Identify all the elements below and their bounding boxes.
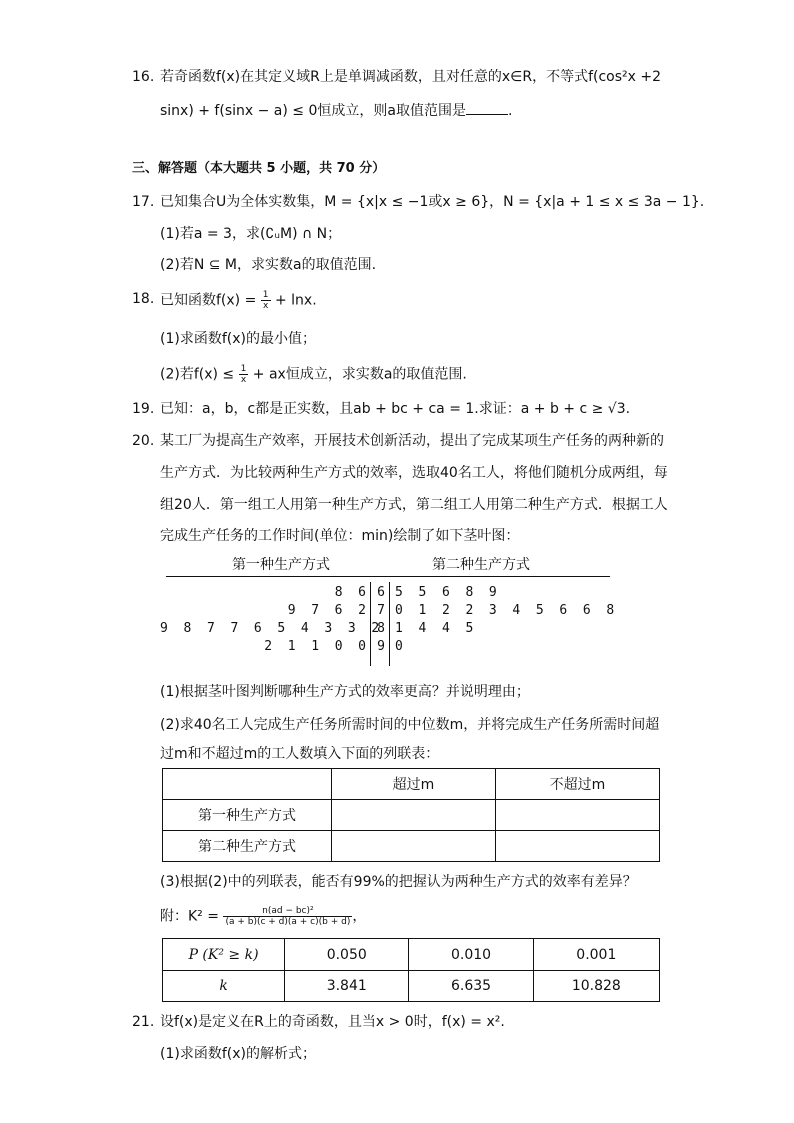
table-cell: 6.635 bbox=[409, 971, 533, 1002]
question-number-17: 17. bbox=[132, 194, 155, 210]
table-cell: 第二种生产方式 bbox=[163, 831, 332, 862]
q19-stem: 已知：a，b，c都是正实数，且ab + bc + ca = 1.求证：a + b + c ≥ √3. bbox=[160, 401, 631, 417]
table-cell: 0.001 bbox=[533, 939, 659, 971]
stem-7: 7 bbox=[377, 603, 385, 618]
q18-stem bbox=[160, 290, 317, 311]
q16-line2-text: sinx) + f(sinx − a) ≤ 0恒成立，则a取值范围是 bbox=[160, 103, 466, 119]
leaf-left-row-7: 9 7 6 2 bbox=[287, 603, 366, 618]
contingency-table bbox=[162, 768, 660, 862]
q20-para-line3: 组20人．第一组工人用第一种生产方式，第二组工人用第二种生产方式．根据工人 bbox=[160, 497, 668, 513]
leaf-left-row-6: 8 6 bbox=[334, 585, 366, 600]
question-number-20: 20. bbox=[132, 433, 155, 449]
section-title: 三、解答题（本大题共 5 小题，共 70 分） bbox=[132, 161, 386, 176]
table-cell: 0.010 bbox=[409, 939, 533, 971]
q18-sub2-fraction bbox=[239, 364, 249, 385]
q20-sub2-line2: 过m和不超过m的工人数填入下面的列联表： bbox=[160, 746, 440, 762]
formula-numerator: n(ad − bc)² bbox=[223, 906, 352, 917]
k2-formula bbox=[160, 906, 366, 927]
q18-fraction bbox=[261, 290, 271, 311]
stem-6: 6 bbox=[377, 585, 385, 600]
table-header-cell: 不超过m bbox=[495, 769, 659, 800]
leaf-right-row-6: 5 5 6 8 9 bbox=[395, 585, 497, 600]
q18-sub1: (1)求函数f(x)的最小值； bbox=[160, 331, 316, 347]
table-cell bbox=[495, 831, 659, 862]
stem-9: 9 bbox=[377, 639, 385, 654]
q20-sub2-line1: (2)求40名工人完成生产任务所需时间的中位数m，并将完成生产任务所需时间超 bbox=[160, 717, 660, 733]
stemleaf-divider-right bbox=[389, 582, 390, 666]
table-row bbox=[163, 831, 660, 862]
critical-value-table bbox=[162, 938, 660, 1002]
q18-sub2-pre: (2)若f(x) ≤ bbox=[160, 366, 235, 383]
q20-para-line4: 完成生产任务的工作时间(单位：min)绘制了如下茎叶图： bbox=[160, 528, 520, 544]
leaf-left-row-9: 2 1 1 0 0 bbox=[264, 639, 366, 654]
q17-stem: 已知集合U为全体实数集，M = {x|x ≤ −1或x ≥ 6}，N = {x|a + 1 ≤ x ≤ 3a − 1}. bbox=[160, 194, 705, 210]
q18-stem-post: + lnx. bbox=[274, 292, 317, 309]
table-row bbox=[163, 971, 660, 1002]
q18-stem-pre: 已知函数f(x) = bbox=[160, 292, 257, 309]
stemleaf-header-right: 第二种生产方式 bbox=[432, 557, 530, 573]
q17-sub2: (2)若N ⊆ M，求实数a的取值范围. bbox=[160, 257, 377, 273]
table-row bbox=[163, 939, 660, 971]
question-number-18: 18. bbox=[132, 291, 155, 307]
table-cell: k bbox=[163, 971, 285, 1002]
table-cell: 0.050 bbox=[285, 939, 409, 971]
stemleaf-header-left: 第一种生产方式 bbox=[232, 557, 330, 573]
table-cell bbox=[331, 800, 495, 831]
frac-denominator: x bbox=[262, 301, 269, 311]
question-number-21: 21. bbox=[132, 1014, 155, 1030]
q18-sub2 bbox=[160, 364, 467, 385]
frac-numerator: 1 bbox=[262, 290, 269, 300]
question-number-16: 16. bbox=[132, 69, 155, 85]
formula-pre: 附：K² = bbox=[160, 908, 219, 925]
q21-stem: 设f(x)是定义在R上的奇函数，且当x > 0时，f(x) = x². bbox=[160, 1014, 505, 1030]
table-header-cell: 超过m bbox=[331, 769, 495, 800]
q18-sub2-post: + ax恒成立，求实数a的取值范围. bbox=[252, 366, 467, 383]
table-header-cell bbox=[163, 769, 332, 800]
table-cell bbox=[331, 831, 495, 862]
formula-denominator: (a + b)(c + d)(a + c)(b + d) bbox=[225, 917, 351, 927]
table-cell bbox=[495, 800, 659, 831]
frac-numerator: 1 bbox=[240, 364, 247, 374]
table-cell: 3.841 bbox=[285, 971, 409, 1002]
table-cell: 10.828 bbox=[533, 971, 659, 1002]
stem-8: 8 bbox=[377, 621, 385, 636]
q20-para-line2: 生产方式．为比较两种生产方式的效率，选取40名工人，将他们随机分成两组，每 bbox=[160, 465, 668, 481]
formula-post: ， bbox=[352, 908, 367, 925]
q20-sub1: (1)根据茎叶图判断哪种生产方式的效率更高？并说明理由； bbox=[160, 684, 530, 700]
question-number-19: 19. bbox=[132, 401, 155, 417]
leaf-right-row-8: 1 4 4 5 bbox=[395, 621, 474, 636]
leaf-right-row-9: 0 bbox=[395, 639, 403, 654]
q17-sub1: (1)若a = 3，求(∁ᵤM) ∩ N； bbox=[160, 226, 342, 242]
formula-fraction bbox=[223, 906, 352, 927]
table-row bbox=[163, 800, 660, 831]
q16-line2 bbox=[160, 102, 512, 120]
q20-para-line1: 某工厂为提高生产效率，开展技术创新活动，提出了完成某项生产任务的两种新的 bbox=[160, 433, 664, 449]
leaf-left-row-8: 9 8 7 7 6 5 4 3 3 2 bbox=[160, 621, 380, 636]
answer-blank bbox=[466, 102, 508, 115]
q20-sub3: (3)根据(2)中的列联表，能否有99%的把握认为两种生产方式的效率有差异？ bbox=[160, 874, 637, 890]
q16-line1: 若奇函数f(x)在其定义域R上是单调减函数，且对任意的x∈R，不等式f(cos²x +2 bbox=[160, 69, 662, 85]
leaf-right-row-7: 0 1 2 2 3 4 5 6 6 8 bbox=[395, 603, 615, 618]
table-cell: P (K² ≥ k) bbox=[163, 939, 285, 971]
frac-denominator: x bbox=[240, 375, 247, 385]
table-cell: 第一种生产方式 bbox=[163, 800, 332, 831]
q21-sub1: (1)求函数f(x)的解析式； bbox=[160, 1046, 316, 1062]
q16-line2-end: . bbox=[507, 103, 513, 119]
stemleaf-header-rule bbox=[166, 576, 610, 577]
